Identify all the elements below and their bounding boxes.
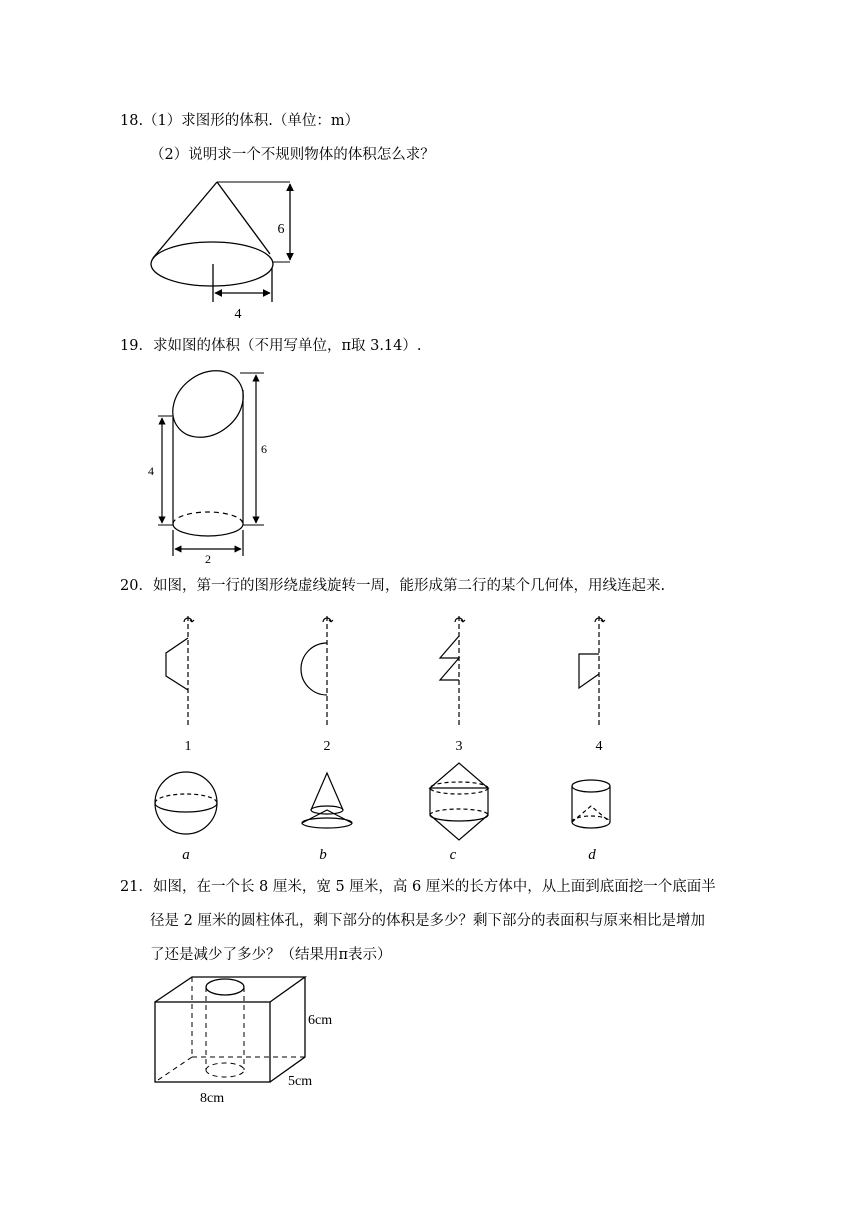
cyl-bottom-back-dashed (173, 512, 243, 524)
solid-label-d: d (588, 847, 596, 863)
cone-side-left (153, 182, 217, 258)
shape-1-trapezoid (166, 616, 194, 726)
q18-cone-figure (140, 172, 310, 322)
solid-label-a: a (182, 847, 190, 863)
shape-3-triangles (440, 616, 465, 726)
shape-label-4: 4 (595, 739, 603, 754)
shape-label-2: 2 (323, 739, 331, 754)
q20-line1: 20．如图，第一行的图形绕虚线旋转一周，能形成第二行的某个几何体，用线连起来. (120, 578, 666, 594)
cut-top-ellipse (160, 360, 257, 451)
hole-top-ellipse (206, 979, 244, 995)
right-height-label: 6 (261, 442, 267, 456)
q18-line1: 18.（1）求图形的体积.（单位：m） (120, 113, 360, 129)
q21-line2: 径是 2 厘米的圆柱体孔，剩下部分的体积是多少？剩下部分的表面积与原来相比是增加 (150, 913, 705, 929)
solid-label-c: c (449, 847, 457, 863)
box-length-label: 8cm (200, 1091, 225, 1106)
box-height-label: 6cm (308, 1013, 333, 1028)
solid-b-double-cone (302, 773, 352, 828)
cyl-bottom-front (173, 524, 243, 536)
q19-cut-cylinder-figure (140, 360, 280, 570)
q21-box-figure (140, 972, 370, 1112)
box-right-edges (270, 977, 305, 1082)
shape-label-1: 1 (184, 739, 192, 754)
box-top-edges (155, 977, 305, 1002)
box-front-face (155, 1002, 270, 1082)
diameter-label: 2 (205, 552, 211, 566)
left-height-label: 4 (148, 464, 154, 478)
solid-c-cylinder-cones (430, 763, 488, 840)
q19-line1: 19．求如图的体积（不用写单位，π取 3.14）. (120, 338, 422, 354)
cone-height-label: 6 (277, 222, 285, 237)
cone-base-ellipse (151, 242, 273, 286)
shape-4-right-trapezoid (579, 616, 605, 726)
shape-label-3: 3 (455, 739, 463, 754)
cone-side-right (217, 182, 270, 254)
q18-line2: （2）说明求一个不规则物体的体积怎么求？ (150, 147, 435, 163)
q21-line1: 21．如图，在一个长 8 厘米，宽 5 厘米，高 6 厘米的长方体中，从上面到底面挖一个底面半 (120, 879, 716, 895)
hole-hidden-lines (206, 987, 244, 1077)
solid-d-cylinder-cone-hole (572, 780, 610, 828)
box-width-label: 5cm (288, 1074, 313, 1089)
cone-radius-label: 4 (234, 307, 242, 322)
q20-rotation-figure (140, 608, 700, 868)
solid-label-b: b (319, 847, 327, 863)
solid-a-sphere (155, 772, 217, 834)
q21-line3: 了还是减少了多少？（结果用π表示） (150, 947, 392, 963)
shape-2-semicircle (301, 616, 333, 726)
